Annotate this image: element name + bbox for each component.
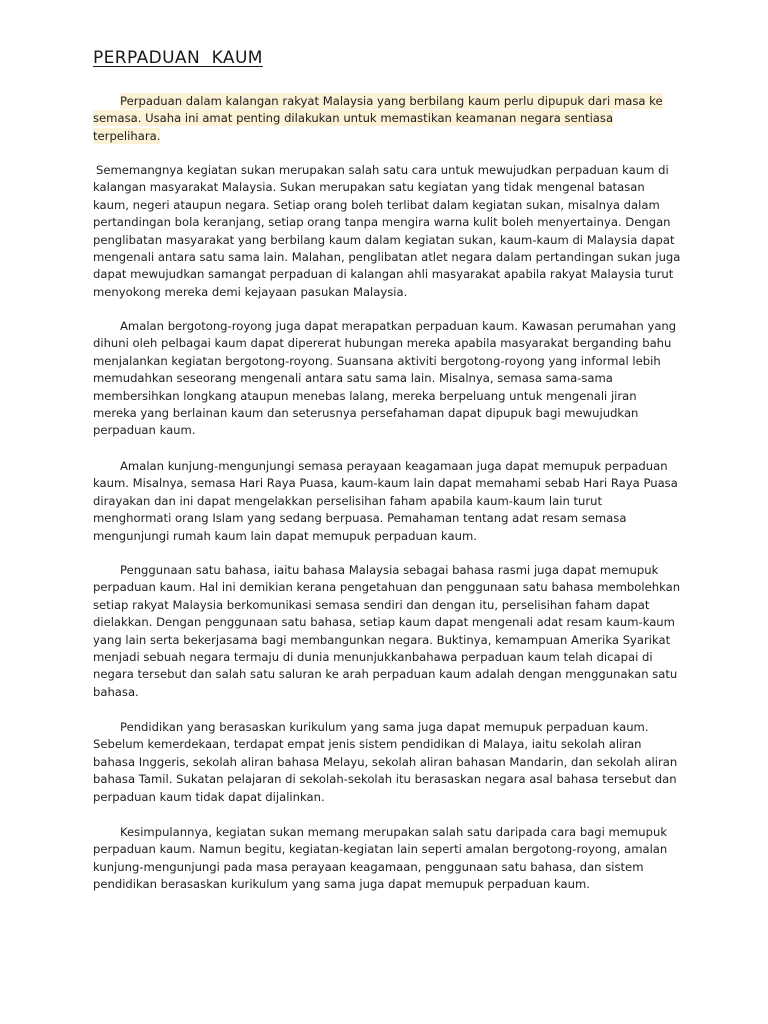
body-paragraph-5 bbox=[93, 719, 683, 806]
paragraph-text: Sememangnya kegiatan sukan merupakan salah satu cara untuk mewujudkan perpaduan kaum di kalangan masyarakat Malaysia. Sukan merupakan satu kegiatan yang tidak mengenal batasan kaum, negeri ataupun negara. Setiap orang boleh terlibat dalam kegiatan sukan, misalnya dalam pertandingan bola keranjang, setiap orang tanpa mengira warna kulit boleh menyertainya. Dengan penglibatan masyarakat yang berbilang kaum dalam kegiatan sukan, kaum-kaum di Malaysia dapat mengenali antara satu sama lain. Malahan, penglibatan atlet negara dalam pertandingan sukan juga dapat mewujudkan samangat perpaduan di kalangan ahli masyarakat apabila rakyat Malaysia turut menyokong mereka demi kejayaan pasukan Malaysia. bbox=[93, 163, 681, 299]
paragraph-text: Kesimpulannya, kegiatan sukan memang merupakan salah satu daripada cara bagi memupuk perpaduan kaum. Namun begitu, kegiatan-kegiatan lain seperti amalan bergotong-royong, amalan kunjung-mengunjungi pada masa perayaan keagamaan, penggunaan satu bahasa, dan sistem pendidikan berasaskan kurikulum yang sama juga dapat memupuk perpaduan kaum. bbox=[93, 825, 668, 892]
body-paragraph-1 bbox=[93, 162, 683, 301]
body-paragraph-2 bbox=[93, 318, 683, 440]
body-paragraph-6 bbox=[93, 824, 683, 894]
body-paragraph-3 bbox=[93, 458, 683, 545]
paragraph-text: Amalan bergotong-royong juga dapat merapatkan perpaduan kaum. Kawasan perumahan yang dihuni oleh pelbagai kaum dapat dipererat hubungan mereka apabila masyarakat berganding bahu menjalankan kegiatan bergotong-royong. Suansana aktiviti bergotong-royong yang informal lebih memudahkan seseorang mengenali antara satu sama lain. Misalnya, semasa sama-sama membersihkan longkang ataupun menebas lalang, mereka berpeluang untuk mengenali jiran mereka yang berlainan kaum dan seterusnya persefahaman dapat dipupuk bagi mewujudkan perpaduan kaum. bbox=[93, 319, 677, 438]
document-title: PERPADUAN KAUM bbox=[93, 48, 263, 68]
intro-paragraph bbox=[93, 93, 683, 145]
paragraph-text: Pendidikan yang berasaskan kurikulum yang sama juga dapat memupuk perpaduan kaum. Sebelum kemerdekaan, terdapat empat jenis sistem pendidikan di Malaya, iaitu sekolah aliran bahasa Inggeris, sekolah aliran bahasa Melayu, sekolah aliran bahasan Mandarin, dan sekolah aliran bahasa Tamil. Sukatan pelajaran di sekolah-sekolah itu berasaskan negara asal bahasa tersebut dan perpaduan kaum tidak dapat dijalinkan. bbox=[93, 720, 678, 804]
paragraph-text: Penggunaan satu bahasa, iaitu bahasa Malaysia sebagai bahasa rasmi juga dapat memupuk perpaduan kaum. Hal ini demikian kerana pengetahuan dan penggunaan satu bahasa membolehkan setiap rakyat Malaysia berkomunikasi semasa sendiri dan dengan itu, perselisihan faham dapat dielakkan. Dengan penggunaan satu bahasa, setiap kaum dapat mengenali adat resam kaum-kaum yang lain serta bekerjasama bagi membangunkan negara. Buktinya, kemampuan Amerika Syarikat menjadi sebuah negara termaju di dunia menunjukkanbahawa perpaduan kaum telah dicapai di negara tersebut dan salah satu saluran ke arah perpaduan kaum adalah dengan menggunakan satu bahasa. bbox=[93, 563, 681, 699]
paragraph-text: Amalan kunjung-mengunjungi semasa perayaan keagamaan juga dapat memupuk perpaduan kaum. Misalnya, semasa Hari Raya Puasa, kaum-kaum lain dapat memahami sebab Hari Raya Puasa dirayakan dan ini dapat mengelakkan perselisihan faham apabila kaum-kaum lain turut menghormati orang Islam yang sedang berpuasa. Pemahaman tentang adat resam semasa mengunjungi rumah kaum lain dapat memupuk perpaduan kaum. bbox=[93, 459, 678, 543]
body-paragraph-4 bbox=[93, 562, 683, 701]
highlighted-intro-text: Perpaduan dalam kalangan rakyat Malaysia yang berbilang kaum perlu dipupuk dari masa ke semasa. Usaha ini amat penting dilakukan untuk memastikan keamanan negara sentiasa terpelihara. bbox=[93, 94, 663, 143]
